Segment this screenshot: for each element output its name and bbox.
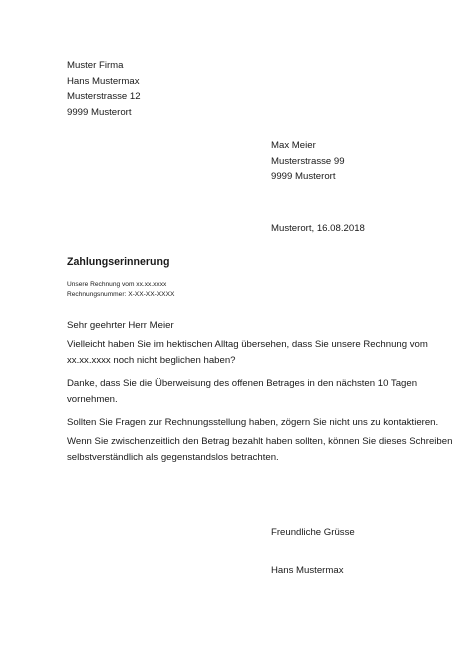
sender-address [67, 58, 141, 120]
paragraph-already-paid [67, 434, 452, 465]
letter-subject: Zahlungserinnerung [67, 256, 170, 268]
sender-city: 9999 Musterort [67, 106, 132, 118]
recipient-city: 9999 Musterort [271, 171, 336, 182]
invoice-references [67, 280, 174, 299]
paragraph-line: Danke, dass Sie die Überweisung des offenen Betrages in den nächsten 10 Tagen [67, 378, 418, 389]
paragraph-questions [67, 415, 438, 431]
paragraph-line: vornehmen. [67, 393, 118, 405]
paragraph-line: Sollten Sie Fragen zur Rechnungsstellung haben, zögern Sie nicht uns zu kontaktieren. [67, 417, 439, 428]
paragraph-payment-request [67, 376, 417, 407]
salutation: Sehr geehrter Herr Meier [67, 320, 174, 331]
paragraph-line: selbstverständlich als gegenstandslos betrachten. [67, 451, 279, 463]
paragraph-line: xx.xx.xxxx noch nicht beglichen haben? [67, 354, 236, 366]
sender-street: Musterstrasse 12 [67, 91, 141, 102]
recipient-street: Musterstrasse 99 [271, 155, 345, 167]
signature-name: Hans Mustermax [271, 565, 344, 576]
closing-phrase: Freundliche Grüsse [271, 527, 355, 538]
paragraph-line: Vielleicht haben Sie im hektischen Alltag übersehen, dass Sie unsere Rechnung vom [67, 339, 428, 350]
sender-name: Hans Mustermax [67, 75, 140, 87]
recipient-name: Max Meier [271, 140, 316, 151]
sender-company: Muster Firma [67, 60, 124, 71]
invoice-date-ref: Unsere Rechnung vom xx.xx.xxxx [67, 281, 167, 288]
invoice-number-ref: Rechnungsnummer: X-XX-XX-XXXX [67, 290, 175, 298]
recipient-address [271, 138, 345, 185]
paragraph-line: Wenn Sie zwischenzeitlich den Betrag bezahlt haben sollten, können Sie dieses Schreiben [67, 436, 453, 447]
paragraph-reminder [67, 337, 428, 368]
date-line: Musterort, 16.08.2018 [271, 223, 365, 234]
